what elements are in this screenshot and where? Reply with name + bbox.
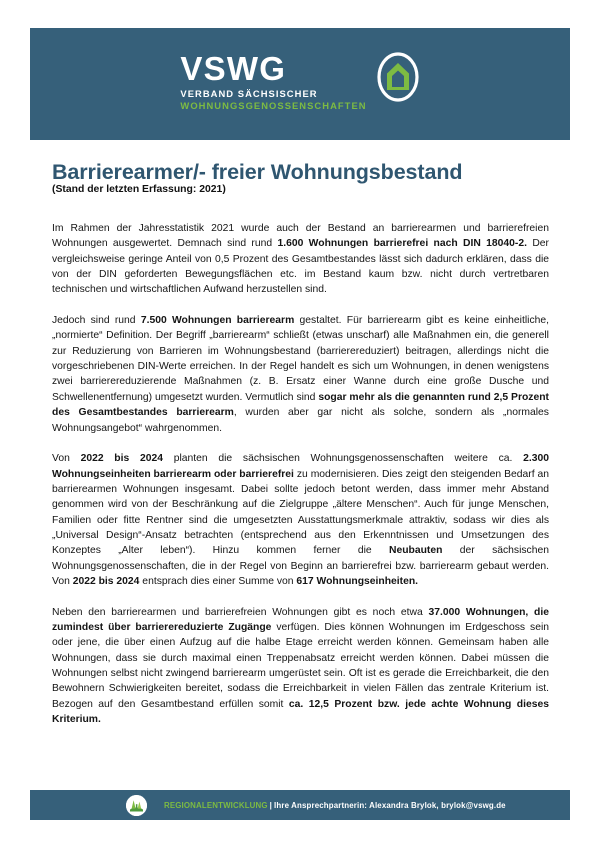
header-banner — [30, 28, 570, 140]
text-run: , wurden aber gar nicht als solche, sondern als „normales Wohnungsangebot“ wahrgenommen. — [52, 407, 549, 434]
footer-separator: | — [269, 800, 273, 810]
logo-text-block — [180, 49, 367, 112]
document-body — [52, 221, 549, 743]
text-run: Von — [52, 453, 81, 465]
landscape-badge-icon — [126, 795, 147, 816]
page-subtitle: (Stand der letzten Erfassung: 2021) — [52, 184, 226, 195]
logo-subtitle-line-2: WOHNUNGSGENOSSENSCHAFTEN — [180, 99, 367, 111]
emphasis-run: 2022 bis 2024 — [80, 453, 163, 465]
logo-subtitle-line-1: VERBAND SÄCHSISCHER — [180, 87, 318, 99]
footer-contact-line — [164, 801, 506, 810]
body-paragraph — [52, 605, 549, 728]
footer-contact-text: Ihre Ansprechpartnerin: Alexandra Brylok, brylok@vswg.de — [274, 800, 506, 810]
logo-wordmark: VSWG — [180, 49, 287, 87]
footer-banner — [30, 790, 570, 820]
emphasis-run: 2.300 Wohnungseinheiten barrierearm oder barrierefrei — [52, 453, 549, 480]
text-run: der sächsischen Wohnungsgenossenschaften, die in der Regel von Beginn an barrierefrei bzw. barrierearm gebaut werden. Von — [52, 545, 549, 587]
text-run: Der vergleichsweise geringe Anteil von 0,5 Prozent des Gesamtbestandes lässt sich dadurch erklären, dass die von der DIN geforderten Bewegungsflächen etc. im Bestand kaum bzw. nicht durch vertretbaren technischen und wirtschaftlichen Aufwand herzustellen sind. — [52, 238, 550, 296]
emphasis-run: 37.000 Wohnungen, die zumindest über barrierereduzierte Zugänge — [52, 606, 549, 634]
page-title: Barrierearmer/- freier Wohnungsbestand — [52, 160, 463, 185]
emphasis-run: 617 Wohnungseinheiten. — [296, 576, 419, 587]
footer-department: REGIONALENTWICKLUNG — [164, 800, 268, 810]
emphasis-run: Neubauten — [388, 545, 443, 557]
text-run: planten die sächsischen Wohnungsgenossenschaften weitere ca. — [162, 453, 524, 465]
text-run: Jedoch sind rund — [52, 315, 141, 327]
text-run: gestaltet. Für barrierearm gibt es keine einheitliche, „normierte“ Definition. Der Begriff „barrierearm“ schließt (etwas unscharf) alle Maßnahmen ein, die generell zur Reduzierung von Barrieren im Wohnungsbestand (barrierereduziert) beitragen, allerdings nicht die vorgeschriebenen DIN-Werte erreichen. In der Regel handelt es sich um Wohnungen, in denen wenigstens zwei barrierereduzierende Maßnahmen (z. B. Ersatz einer Wanne durch eine große Dusche und Schwellenentfernung) umgesetzt wurden. Vermutlich sind — [52, 315, 549, 403]
house-in-circle-icon — [376, 51, 420, 103]
emphasis-run: sogar mehr als die genannten rund 2,5 Prozent des Gesamtbestandes barrierearm — [52, 391, 549, 419]
body-paragraph — [52, 451, 549, 589]
vswg-logo — [180, 49, 419, 112]
emphasis-run: 2022 bis 2024 — [72, 576, 140, 587]
text-run: Neben den barrierearmen und barrierefreien Wohnungen gibt es noch etwa — [52, 606, 429, 618]
emphasis-run: 1.600 Wohnungen barrierefrei nach DIN 18040-2. — [277, 238, 527, 250]
text-run: Im Rahmen der Jahresstatistik 2021 wurde auch der Bestand an barrierearmen und barrierefreien Wohnungen ausgewertet. Demnach sind rund — [52, 223, 549, 250]
body-paragraph — [52, 221, 549, 298]
body-paragraph — [52, 313, 549, 436]
text-run: entsprach dies einer Summe von — [139, 576, 297, 587]
text-run: zu modernisieren. Dies zeigt den steigenden Bedarf an barrierearmen Wohnungen insgesamt. Dabei sollte jedoch betont werden, dass immer mehr Abstand genommen wird von der Beschränkung auf die Zielgruppe „ältere Menschen“. Auch für junge Menschen, Familien oder fitte Rentner sind die umgesetzten Ausstattungsmerkmale attraktiv, sodass wir dies als „Universal Design“-Ansatz betrachten (entsprechend aus den Erkenntnissen und Umsetzungen des Konzeptes „Alter leben“). Hinzu kommen ferner die — [52, 468, 549, 557]
emphasis-run: 7.500 Wohnungen barrierearm — [140, 315, 295, 327]
text-run: verfügen. Dies können Wohnungen im Erdgeschoss sein oder jene, die über einen Aufzug auf die halbe Etage erreicht werden können. Gemeinsam haben alle Wohnungen, dass sie durch maximal einen Treppenabsatz erreicht werden können. Dabei müssen die Wohnungen selbst nicht zwingend barrierearm umgerüstet sein. Oft ist es gerade die Erreichbarkeit, die den Bewohnern Schwierigkeiten bereitet, sodass die Erreichbarkeit in vielen Fällen das zentrale Kriterium ist. Bezogen auf den Gesamtbestand erfüllen somit — [52, 622, 550, 710]
emphasis-run: ca. 12,5 Prozent bzw. jede achte Wohnung dieses Kriterium. — [52, 698, 549, 726]
